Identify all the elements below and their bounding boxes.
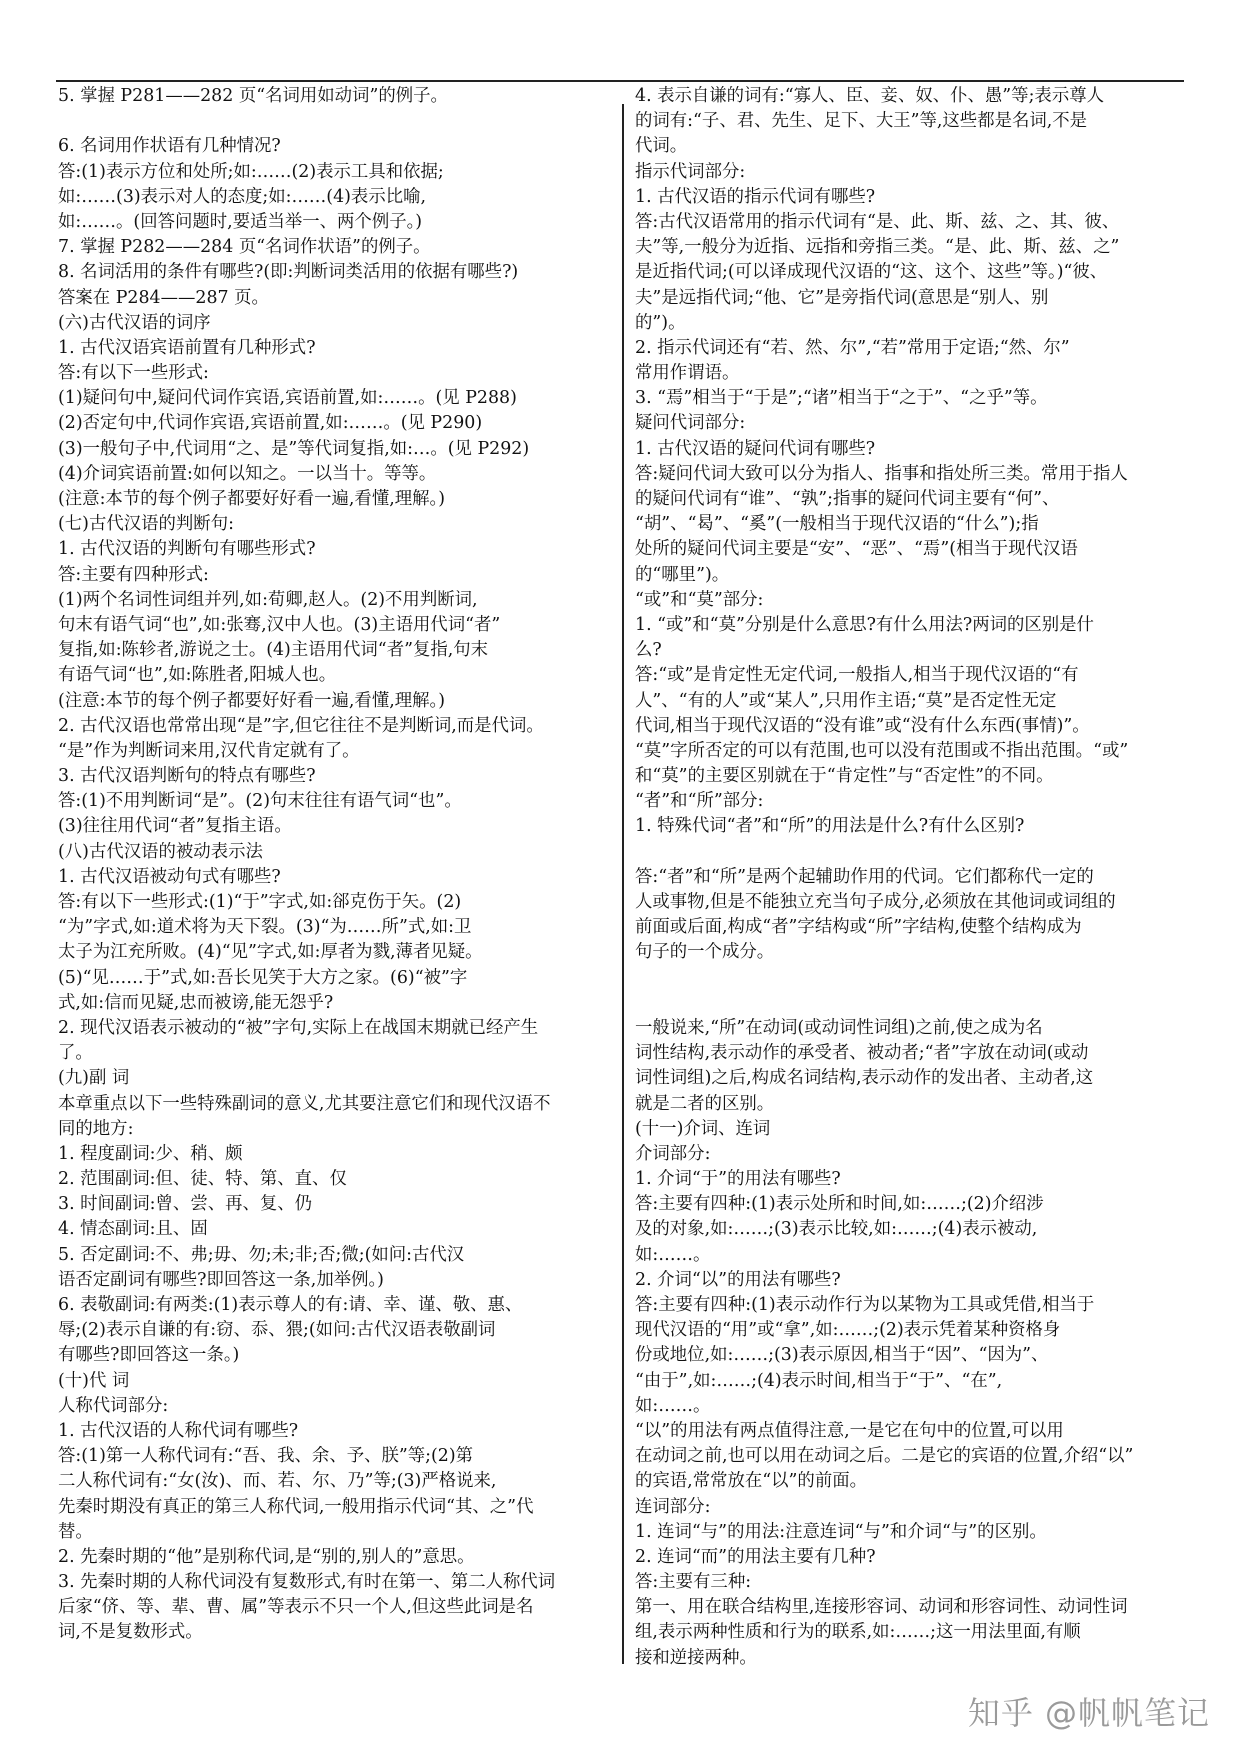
zhihu-watermark: 知乎 @帆帆笔记 — [967, 1694, 1210, 1732]
left-text-line: 答:有以下一些形式:(1)“于”字式,如:郤克伤于矢。(2) — [58, 892, 462, 912]
left-text-line: 1. 古代汉语宾语前置有几种形式? — [58, 337, 316, 358]
right-text-line: 1. 古代汉语的指示代词有哪些? — [635, 186, 876, 207]
right-text-line: “莫”字所否定的可以有范围,也可以没有范围或不指出范围。“或” — [635, 740, 1129, 761]
right-blank-line — [635, 991, 1180, 1016]
left-text-line: 答:有以下一些形式: — [58, 363, 209, 384]
right-text-line: 份或地位,如:……;(3)表示原因,相当于“因”、“因为”、 — [635, 1345, 1049, 1366]
right-text-line: 和“莫”的主要区别就在于“肯定性”与“否定性”的不同。 — [635, 766, 1054, 787]
left-text-line: (5)“见……于”式,如:吾长见笑于大方之家。(6)“被”字 — [58, 967, 468, 988]
right-text-line: 前面或后面,构成“者”字结构或“所”字结构,使整个结构成为 — [635, 917, 1082, 938]
left-text-line: 了。 — [58, 1043, 93, 1064]
left-text-line: (九)副 词 — [58, 1068, 130, 1089]
left-text-line: 1. 程度副词:少、稍、颇 — [58, 1143, 243, 1164]
right-text-line: “以”的用法有两点值得注意,一是它在句中的位置,可以用 — [635, 1420, 1064, 1441]
right-text-line: 疑问代词部分: — [635, 413, 746, 434]
left-text-line: 二人称代词有:“女(汝)、而、若、尔、乃”等;(3)严格说来, — [58, 1471, 497, 1492]
right-text-line: 指示代词部分: — [635, 161, 746, 182]
left-text-line: (2)否定句中,代词作宾语,宾语前置,如:……。(见 P290) — [58, 413, 483, 434]
left-text-line: 复指,如:陈轸者,游说之士。(4)主语用代词“者”复指,句末 — [58, 640, 489, 661]
right-text-line: 1. 连词“与”的用法:注意连词“与”和介词“与”的区别。 — [635, 1521, 1047, 1542]
left-text-line: (注意:本节的每个例子都要好好看一遍,看懂,理解。) — [58, 690, 445, 711]
right-text-line: 夫”是远指代词;“他、它”是旁指代词(意思是“别人、别 — [635, 287, 1049, 308]
right-text-line: (十一)介词、连词 — [635, 1118, 771, 1139]
right-text-line: 答:古代汉语常用的指示代词有“是、此、斯、兹、之、其、彼、 — [635, 211, 1120, 232]
left-text-line: 答案在 P284——287 页。 — [58, 287, 269, 308]
left-text-line: 人称代词部分: — [58, 1395, 169, 1416]
left-text-line: 1. 古代汉语的判断句有哪些形式? — [58, 539, 316, 560]
left-text-line: 2. 现代汉语表示被动的“被”字句,实际上在战国末期就已经产生 — [58, 1017, 539, 1038]
top-rule — [56, 80, 1184, 82]
right-text-line: 答:“或”是肯定性无定代词,一般指人,相当于现代汉语的“有 — [635, 665, 1079, 686]
right-text-line: 人”、“有的人”或“某人”,只用作主语;“莫”是否定性无定 — [635, 690, 1057, 711]
left-text-line: 同的地方: — [58, 1118, 134, 1139]
right-text-line: 词性词组)之后,构成名词结构,表示动作的发出者、主动者,这 — [635, 1068, 1094, 1089]
right-text-line: 的疑问代词有“谁”、“孰”;指事的疑问代词主要有“何”、 — [635, 489, 1060, 509]
right-text-line: 2. 连词“而”的用法主要有几种? — [635, 1546, 876, 1567]
right-text-line: 接和逆接两种。 — [635, 1647, 757, 1668]
left-text-line: (七)古代汉语的判断句: — [58, 514, 234, 535]
right-text-line: 答:主要有三种: — [635, 1572, 752, 1593]
left-text-line: (十)代 词 — [58, 1370, 130, 1391]
left-text-line: 6. 名词用作状语有几种情况? — [58, 136, 281, 157]
left-text-line: 语否定副词有哪些?即回答这一条,加举例。) — [58, 1269, 384, 1290]
left-text-line: 5. 否定副词:不、弗;毋、勿;未;非;否;微;(如问:古代汉 — [58, 1244, 465, 1265]
right-column — [635, 84, 1180, 1671]
left-column — [58, 84, 606, 1646]
left-text-line: (八)古代汉语的被动表示法 — [58, 841, 263, 862]
right-text-line: 2. 指示代词还有“若、然、尔”,“若”常用于定语;“然、尔” — [635, 337, 1070, 358]
left-text-line: 如:……。(回答问题时,要适当举一、两个例子。) — [58, 211, 423, 232]
right-text-line: 的“哪里”)。 — [635, 564, 730, 585]
right-text-line: 第一、用在联合结构里,连接形容词、动词和形容词性、动词性词 — [635, 1597, 1128, 1618]
right-text-line: 答:主要有四种:(1)表示处所和时间,如:……;(2)介绍涉 — [635, 1194, 1044, 1215]
right-text-line: 1. 古代汉语的疑问代词有哪些? — [635, 438, 876, 459]
left-text-line: 1. 古代汉语的人称代词有哪些? — [58, 1420, 299, 1441]
right-text-line: 答:疑问代词大致可以分为指人、指事和指处所三类。常用于指人 — [635, 463, 1128, 484]
left-text-line: 答:(1)第一人称代词有:“吾、我、余、予、朕”等;(2)第 — [58, 1446, 474, 1467]
left-text-line: 答:主要有四种形式: — [58, 564, 209, 585]
column-divider — [622, 104, 624, 1664]
right-text-line: 词性结构,表示动作的承受者、被动者;“者”字放在动词(或动 — [635, 1043, 1089, 1064]
left-text-line: 答:(1)不用判断词“是”。(2)句末往往有语气词“也”。 — [58, 791, 462, 812]
left-text-line: 8. 名词活用的条件有哪些?(即:判断词类活用的依据有哪些?) — [58, 262, 519, 283]
right-text-line: 就是二者的区别。 — [635, 1093, 775, 1114]
left-text-line: 有语气词“也”,如:陈胜者,阳城人也。 — [58, 665, 337, 686]
right-text-line: 么? — [635, 640, 662, 661]
right-text-line: 2. 介词“以”的用法有哪些? — [635, 1269, 841, 1290]
left-text-line: 替。 — [58, 1521, 93, 1542]
left-text-line: 2. 先秦时期的“他”是别称代词,是“别的,别人的”意思。 — [58, 1546, 475, 1567]
right-text-line: 夫”等,一般分为近指、远指和旁指三类。“是、此、斯、兹、之” — [635, 237, 1120, 258]
right-text-line: 常用作谓语。 — [635, 363, 740, 384]
right-text-line: 的宾语,常常放在“以”的前面。 — [635, 1471, 867, 1492]
left-text-line: 1. 古代汉语被动句式有哪些? — [58, 866, 281, 887]
left-text-line: 句末有语气词“也”,如:张骞,汉中人也。(3)主语用代词“者” — [58, 614, 501, 635]
right-text-line: “或”和“莫”部分: — [635, 589, 764, 610]
right-text-line: 1. 特殊代词“者”和“所”的用法是什么?有什么区别? — [635, 816, 1025, 837]
left-text-line: “为”字式,如:道术将为天下裂。(3)“为……所”式,如:卫 — [58, 917, 472, 938]
left-text-line: 答:(1)表示方位和处所;如:……(2)表示工具和依据; — [58, 161, 444, 182]
left-text-line: 2. 范围副词:但、徒、特、第、直、仅 — [58, 1169, 347, 1190]
right-text-line: “由于”,如:……;(4)表示时间,相当于“于”、“在”, — [635, 1370, 1003, 1391]
left-text-line: 太子为江充所败。(4)“见”字式,如:厚者为戮,薄者见疑。 — [58, 942, 483, 963]
right-text-line: 句子的一个成分。 — [635, 942, 775, 963]
right-text-line: 及的对象,如:……;(3)表示比较,如:……;(4)表示被动, — [635, 1219, 1038, 1240]
right-text-line: 1. 介词“于”的用法有哪些? — [635, 1169, 841, 1190]
left-text-line: (1)疑问句中,疑问代词作宾语,宾语前置,如:……。(见 P288) — [58, 388, 517, 409]
right-text-line: 在动词之前,也可以用在动词之后。二是它的宾语的位置,介绍“以” — [635, 1446, 1134, 1467]
left-text-line: 式,如:信而见疑,忠而被谤,能无怨乎? — [58, 992, 334, 1013]
left-text-line: 本章重点以下一些特殊副词的意义,尤其要注意它们和现代汉语不 — [58, 1093, 551, 1114]
left-text-line: (1)两个名词性词组并列,如:荀卿,赵人。(2)不用判断词, — [58, 589, 478, 610]
left-text-line: (注意:本节的每个例子都要好好看一遍,看懂,理解。) — [58, 489, 445, 509]
left-text-line: 4. 情态副词:且、固 — [58, 1219, 208, 1240]
right-text-line: 答:主要有四种:(1)表示动作行为以某物为工具或凭借,相当于 — [635, 1295, 1095, 1315]
right-text-line: 组,表示两种性质和行为的联系,如:……;这一用法里面,有顺 — [635, 1622, 1081, 1643]
right-text-line: 处所的疑问代词主要是“安”、“恶”、“焉”(相当于现代汉语 — [635, 539, 1078, 560]
right-text-line: 代词,相当于现代汉语的“没有谁”或“没有什么东西(事情)”。 — [635, 715, 1090, 736]
left-text-line: 5. 掌握 P281——282 页“名词用如动词”的例子。 — [58, 86, 448, 106]
right-text-line: “者”和“所”部分: — [635, 791, 764, 812]
left-text-line: 如:……(3)表示对人的态度;如:……(4)表示比喻, — [58, 186, 427, 207]
left-text-line: 7. 掌握 P282——284 页“名词作状语”的例子。 — [58, 237, 431, 258]
left-text-line: 后家“侪、等、辈、曹、属”等表示不只一个人,但这些此词是名 — [58, 1597, 534, 1618]
left-text-line: (4)介词宾语前置:如何以知之。一以当十。等等。 — [58, 463, 437, 484]
left-text-line: 3. 先秦时期的人称代词没有复数形式,有时在第一、第二人称代词 — [58, 1572, 556, 1593]
right-text-line: 4. 表示自谦的词有:“寡人、臣、妾、奴、仆、愚”等;表示尊人 — [635, 86, 1104, 106]
left-text-line: 有哪些?即回答这一条。) — [58, 1345, 240, 1366]
right-text-line: 介词部分: — [635, 1143, 711, 1164]
left-text-line: 词,不是复数形式。 — [58, 1622, 203, 1643]
right-text-line: 现代汉语的“用”或“拿”,如:……;(2)表示凭着某种资格身 — [635, 1320, 1061, 1341]
left-text-line: (3)一般句子中,代词用“之、是”等代词复指,如:…。(见 P292) — [58, 438, 530, 459]
right-text-line: 是近指代词;(可以译成现代汉语的“这、这个、这些”等。)“彼、 — [635, 262, 1108, 283]
right-blank-line — [635, 966, 1180, 991]
right-text-line: 的词有:“子、君、先生、足下、大王”等,这些都是名词,不是 — [635, 111, 1088, 132]
right-text-line: 代词。 — [635, 136, 688, 157]
left-text-line: 2. 古代汉语也常常出现“是”字,但它往往不是判断词,而是代词。 — [58, 715, 544, 736]
right-text-line: 如:……。 — [635, 1395, 711, 1416]
left-text-line: 先秦时期没有真正的第三人称代词,一般用指示代词“其、之”代 — [58, 1496, 534, 1517]
right-text-line: 如:……。 — [635, 1244, 711, 1265]
left-text-line: (3)往往用代词“者”复指主语。 — [58, 816, 292, 837]
right-blank-line — [635, 840, 1180, 865]
right-text-line: 连词部分: — [635, 1496, 711, 1517]
right-text-line: “胡”、“曷”、“奚”(一般相当于现代汉语的“什么”);指 — [635, 514, 1039, 535]
right-text-line: 1. “或”和“莫”分别是什么意思?有什么用法?两词的区别是什 — [635, 614, 1094, 635]
left-text-line: (六)古代汉语的词序 — [58, 312, 211, 333]
left-blank-line — [58, 109, 606, 134]
right-text-line: 人或事物,但是不能独立充当句子成分,必须放在其他词或词组的 — [635, 892, 1116, 912]
left-text-line: 3. 时间副词:曾、尝、再、复、仍 — [58, 1194, 313, 1215]
right-text-line: 的”)。 — [635, 312, 686, 333]
right-text-line: 3. “焉”相当于“于是”;“诸”相当于“之于”、“之乎”等。 — [635, 388, 1048, 409]
left-text-line: “是”作为判断词来用,汉代肯定就有了。 — [58, 740, 360, 761]
right-text-line: 答:“者”和“所”是两个起辅助作用的代词。它们都称代一定的 — [635, 866, 1094, 887]
right-text-line: 一般说来,“所”在动词(或动词性词组)之前,使之成为名 — [635, 1017, 1043, 1038]
left-text-line: 3. 古代汉语判断句的特点有哪些? — [58, 766, 316, 787]
left-text-line: 辱;(2)表示自谦的有:窃、忝、猥;(如问:古代汉语表敬副词 — [58, 1320, 496, 1341]
left-text-line: 6. 表敬副词:有两类:(1)表示尊人的有:请、幸、谨、敬、惠、 — [58, 1295, 523, 1315]
